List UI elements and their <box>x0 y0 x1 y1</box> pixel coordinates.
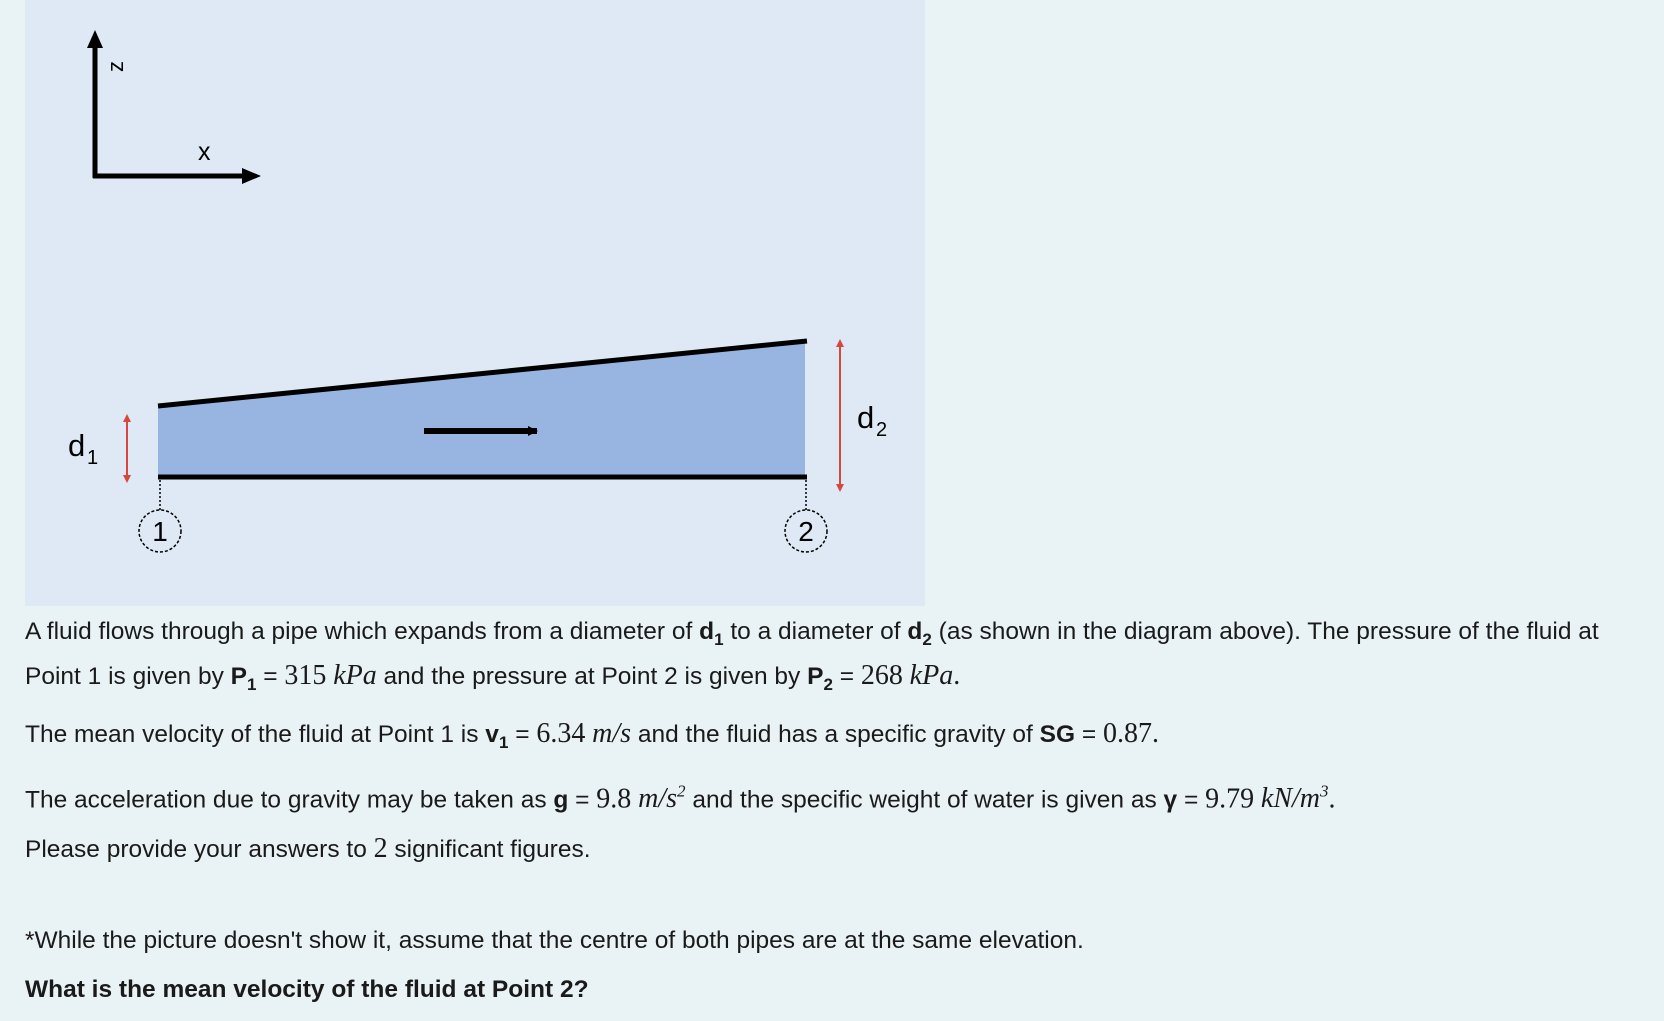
v1-unit: m/s <box>592 717 632 749</box>
elevation-note: *While the picture doesn't show it, assume that the centre of both pipes are at the same elevation. <box>25 927 1084 954</box>
d1-symbol: $d_1$ <box>699 618 724 649</box>
fluid-region <box>158 342 805 477</box>
problem-paragraph-2: The mean velocity of the fluid at Point 1 is $v_1 = 6.34$ m/s and the fluid has a specific gravity of SG = 0.87. <box>25 717 1159 752</box>
p1-unit: kPa <box>333 659 377 691</box>
sigfig-value: 2 <box>373 833 388 864</box>
g-value: 9.8 <box>596 783 632 814</box>
coordinate-axes <box>87 30 261 184</box>
problem-paragraph-4: Please provide your answers to 2 significant figures. <box>25 833 591 864</box>
p2-unit: kPa <box>909 659 954 691</box>
v1-value: 6.34 <box>536 717 586 749</box>
z-axis-arrowhead <box>87 30 103 48</box>
p2-value: 268 <box>860 659 903 691</box>
d2-symbol: $d_2$ <box>907 618 932 649</box>
d1-subscript: 1 <box>87 447 99 469</box>
p1-value: 315 <box>284 659 327 691</box>
d2-label: d <box>857 400 875 435</box>
x-axis-arrowhead <box>242 168 261 184</box>
d2-dimension <box>840 343 887 488</box>
d1-label: d <box>68 428 86 463</box>
gamma-unit: $kN/m^3$ <box>1260 781 1329 814</box>
d2-subscript: 2 <box>876 419 888 441</box>
gamma-value: 9.79 <box>1205 783 1255 814</box>
p1-symbol: $P_1$ <box>230 662 257 694</box>
point-2-marker <box>785 480 827 552</box>
sg-value: 0.87 <box>1102 717 1152 749</box>
point-2-label: 2 <box>798 516 814 547</box>
gamma-symbol: γ <box>1163 786 1178 813</box>
sg-symbol: SG <box>1039 720 1076 748</box>
question-prompt: What is the mean velocity of the fluid at Point 2? <box>25 976 589 1003</box>
pipe-diagram <box>25 0 925 606</box>
problem-paragraph-3: The acceleration due to gravity may be taken as g = 9.8 $m/s^2$ and the specific weight of water is given as γ = 9.79 $kN/m^3$. <box>25 781 1336 814</box>
x-axis-label: x <box>198 138 211 166</box>
point-1-marker <box>139 480 181 552</box>
p2-symbol: $P_2$ <box>807 662 833 694</box>
d1-dimension <box>68 418 127 479</box>
point-1-label: 1 <box>152 516 168 547</box>
g-symbol: g <box>553 786 569 813</box>
z-axis-label: z <box>103 61 128 72</box>
question-text <box>25 614 1655 1021</box>
v1-symbol: $v_1$ <box>485 720 509 752</box>
problem-paragraph-1: A fluid flows through a pipe which expands from a diameter of $d_1$ to a diameter of $d_2$ (as shown in the diagram above). The pressure of the fluid at Point 1 is given by $P_1 = 315$ kPa and the pressure at Point 2 is given by $P_2 = 268$ kPa. <box>25 618 1599 694</box>
g-unit: $m/s^2$ <box>638 781 686 814</box>
pipe-diagram-svg <box>25 0 925 606</box>
